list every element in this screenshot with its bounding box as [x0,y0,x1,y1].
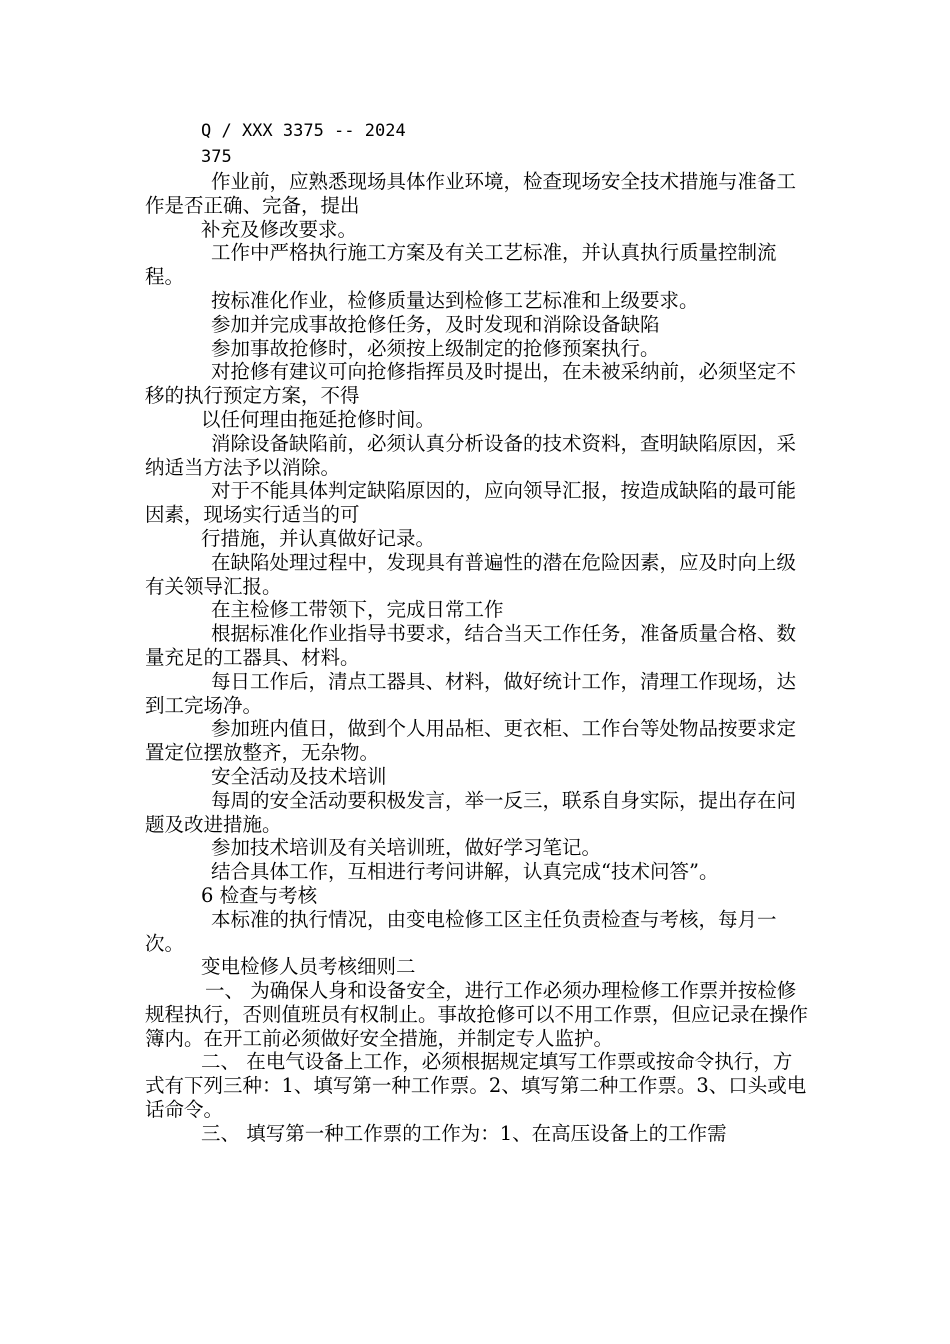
document-code: Q / XXX 3375 -- 2024 [201,121,406,141]
paragraph: 每周的安全活动要积极发言，举一反三，联系自身实际，提出存在问题及改进措施。 [145,788,797,836]
paragraph: 按标准化作业，检修质量达到检修工艺标准和上级要求。 [211,288,699,312]
paragraph: 作业前，应熟悉现场具体作业环境，检查现场安全技术措施与准备工作是否正确、完备，提出 [145,170,797,217]
paragraph: 根据标准化作业指导书要求，结合当天工作任务，准备质量合格、数量充足的工器具、材料。 [145,622,797,669]
paragraph: 以任何理由拖延抢修时间。 [201,407,436,431]
paragraph: 对抢修有建议可向抢修指挥员及时提出，在未被采纳前，必须坚定不移的执行预定方案，不得 [145,360,797,408]
paragraph: 安全活动及技术培训 [211,764,387,788]
paragraph: 对于不能具体判定缺陷原因的，应向领导汇报，按造成缺陷的最可能因素，现场实行适当的可 [145,479,797,527]
paragraph: 本标准的执行情况，由变电检修工区主任负责检查与考核，每月一次。 [145,907,777,955]
paragraph: 每日工作后，清点工器具、材料，做好统计工作，清理工作现场，达到工完场净。 [145,669,797,717]
paragraph: 变电检修人员考核细则二 [201,955,416,979]
paragraph: 6 检查与考核 [201,883,318,907]
paragraph: 参加事故抢修时，必须按上级制定的抢修预案执行。 [211,336,660,360]
document-body [145,118,810,1146]
page-number: 375 [201,147,232,167]
paragraph: 参加技术培训及有关培训班，做好学习笔记。 [211,836,602,860]
paragraph: 二、 在电气设备上工作，必须根据规定填写工作票或按命令执行，方式有下列三种：1、填写第一种工作票。2、填写第二种工作票。3、口头或电话命令。 [145,1050,807,1122]
paragraph-list [145,170,810,1146]
paragraph: 一、 为确保人身和设备安全，进行工作必须办理检修工作票并按检修规程执行，否则值班员有权制止。事故抢修可以不用工作票，但应记录在操作簿内。在开工前必须做好安全措施，并制定专人监护。 [145,979,809,1050]
paragraph: 结合具体工作，互相进行考问讲解，认真完成“技术问答”。 [211,860,719,884]
paragraph: 在主检修工带领下，完成日常工作 [211,598,504,622]
paragraph: 在缺陷处理过程中，发现具有普遍性的潜在危险因素，应及时向上级有关领导汇报。 [145,550,797,598]
paragraph: 参加并完成事故抢修任务，及时发现和消除设备缺陷 [211,312,660,336]
paragraph: 消除设备缺陷前，必须认真分析设备的技术资料，查明缺陷原因，采纳适当方法予以消除。 [145,431,797,479]
paragraph: 行措施，并认真做好记录。 [201,526,436,550]
paragraph: 三、 填写第一种工作票的工作为：1、在高压设备上的工作需 [201,1121,727,1145]
paragraph: 补充及修改要求。 [201,217,358,241]
paragraph: 工作中严格执行施工方案及有关工艺标准，并认真执行质量控制流程。 [145,241,777,289]
paragraph: 参加班内值日，做到个人用品柜、更衣柜、工作台等处物品按要求定置定位摆放整齐，无杂物。 [145,717,797,765]
